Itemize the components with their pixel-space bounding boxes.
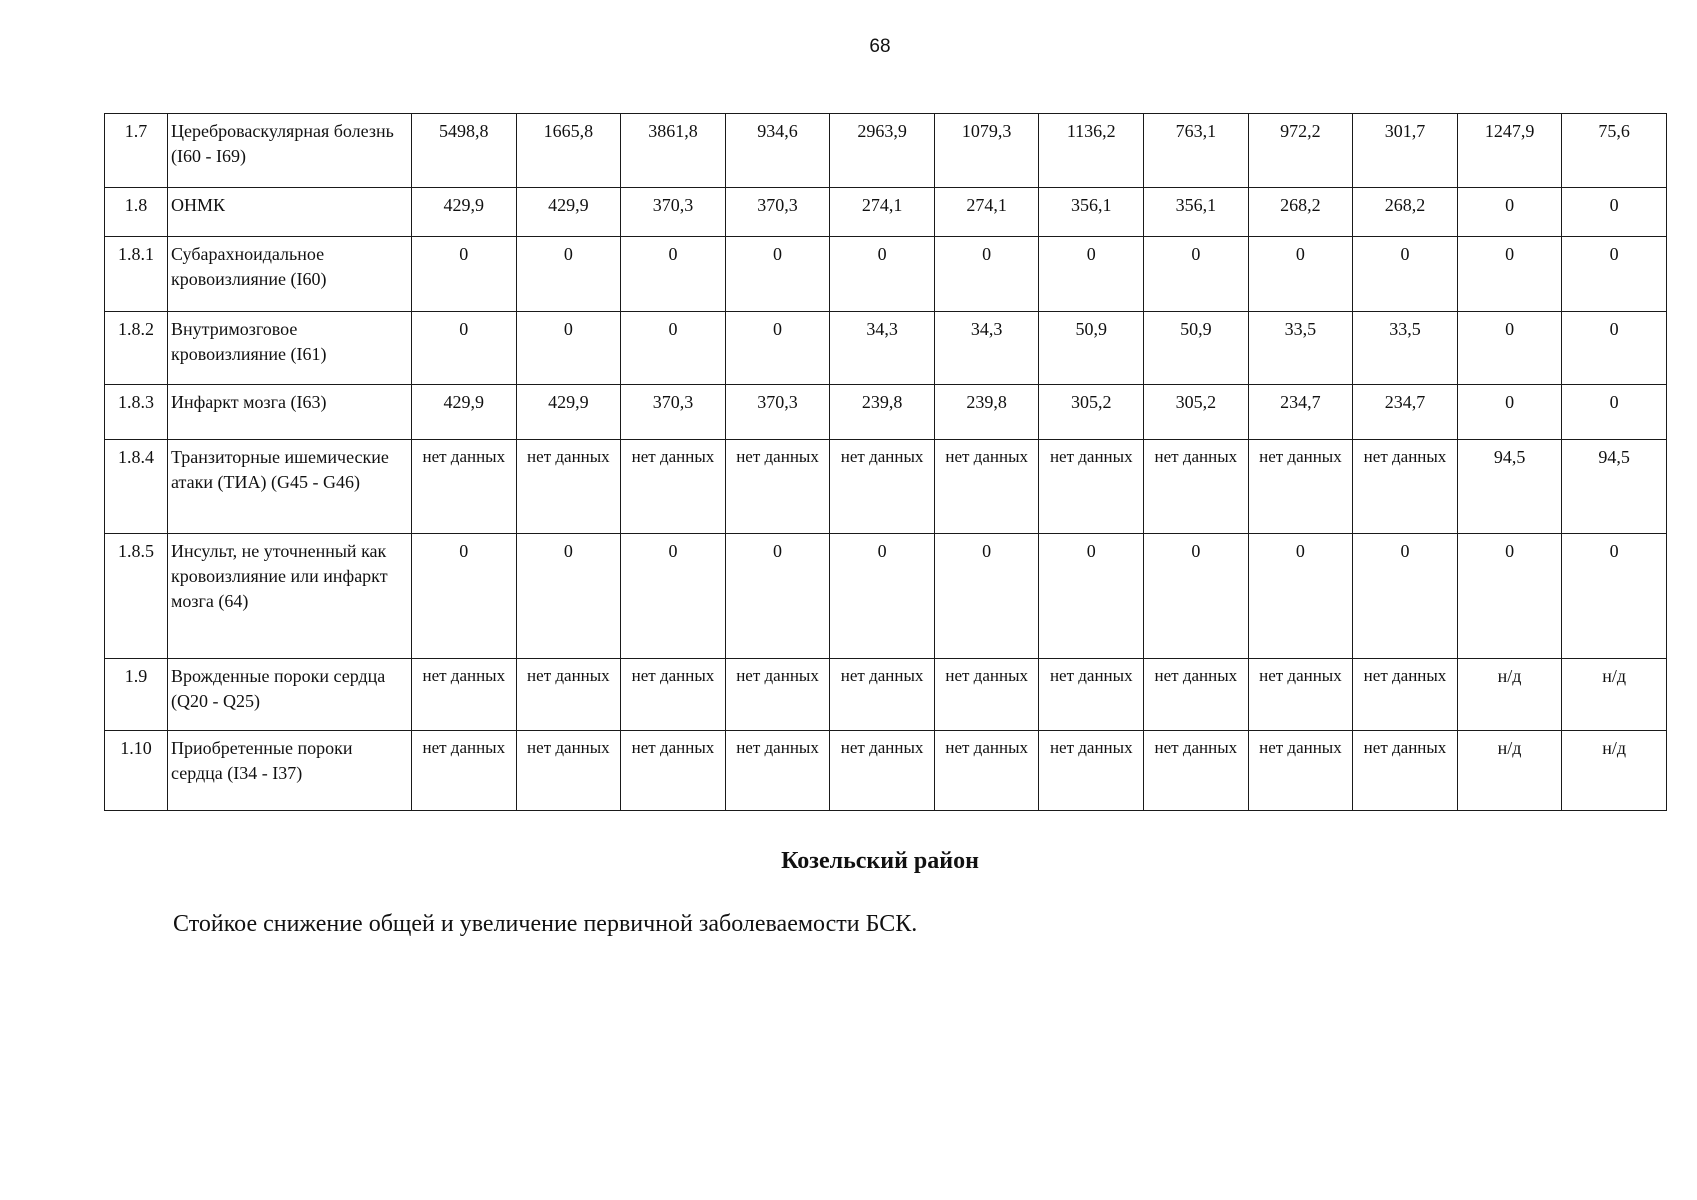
value-cell: нет данных xyxy=(830,440,935,534)
value-cell: н/д xyxy=(1457,731,1562,811)
value-cell: 0 xyxy=(1457,237,1562,312)
row-number: 1.10 xyxy=(105,731,168,811)
value-cell: 0 xyxy=(1144,237,1249,312)
table-row xyxy=(105,731,1667,811)
value-cell: 0 xyxy=(412,534,517,659)
value-cell: нет данных xyxy=(412,440,517,534)
value-cell: нет данных xyxy=(934,731,1039,811)
value-cell: 0 xyxy=(516,312,621,385)
value-cell: 234,7 xyxy=(1353,385,1458,440)
value-cell: нет данных xyxy=(830,659,935,731)
value-cell: 0 xyxy=(1457,188,1562,237)
value-cell: нет данных xyxy=(1144,440,1249,534)
value-cell: нет данных xyxy=(1353,440,1458,534)
value-cell: 0 xyxy=(1248,237,1353,312)
value-cell: нет данных xyxy=(1144,659,1249,731)
value-cell: нет данных xyxy=(621,659,726,731)
value-cell: 1136,2 xyxy=(1039,114,1144,188)
value-cell: 370,3 xyxy=(725,188,830,237)
value-cell: 34,3 xyxy=(830,312,935,385)
value-cell: 0 xyxy=(934,237,1039,312)
value-cell: 0 xyxy=(1562,188,1667,237)
value-cell: 0 xyxy=(516,534,621,659)
value-cell: 0 xyxy=(621,534,726,659)
table-body xyxy=(105,114,1667,811)
value-cell: 0 xyxy=(725,237,830,312)
value-cell: 268,2 xyxy=(1353,188,1458,237)
value-cell: 305,2 xyxy=(1144,385,1249,440)
value-cell: нет данных xyxy=(412,659,517,731)
value-cell: 0 xyxy=(1562,312,1667,385)
value-cell: 0 xyxy=(1144,534,1249,659)
row-number: 1.9 xyxy=(105,659,168,731)
row-name: Внутримозговое кровоизлияние (I61) xyxy=(168,312,412,385)
row-number: 1.8.1 xyxy=(105,237,168,312)
table-row xyxy=(105,440,1667,534)
value-cell: 268,2 xyxy=(1248,188,1353,237)
value-cell: 0 xyxy=(516,237,621,312)
value-cell: 34,3 xyxy=(934,312,1039,385)
table-row xyxy=(105,237,1667,312)
value-cell: нет данных xyxy=(1353,659,1458,731)
value-cell: н/д xyxy=(1562,731,1667,811)
value-cell: 0 xyxy=(1353,237,1458,312)
value-cell: 5498,8 xyxy=(412,114,517,188)
value-cell: нет данных xyxy=(412,731,517,811)
value-cell: нет данных xyxy=(516,731,621,811)
value-cell: 429,9 xyxy=(412,188,517,237)
value-cell: нет данных xyxy=(1039,731,1144,811)
value-cell: 0 xyxy=(621,237,726,312)
statistics-table xyxy=(104,113,1667,811)
value-cell: 370,3 xyxy=(621,385,726,440)
value-cell: 50,9 xyxy=(1039,312,1144,385)
value-cell: 0 xyxy=(830,534,935,659)
value-cell: 239,8 xyxy=(934,385,1039,440)
value-cell: 0 xyxy=(1353,534,1458,659)
value-cell: 370,3 xyxy=(725,385,830,440)
value-cell: 934,6 xyxy=(725,114,830,188)
value-cell: 3861,8 xyxy=(621,114,726,188)
row-name: ОНМК xyxy=(168,188,412,237)
value-cell: 305,2 xyxy=(1039,385,1144,440)
value-cell: нет данных xyxy=(621,731,726,811)
value-cell: 274,1 xyxy=(934,188,1039,237)
value-cell: 0 xyxy=(725,312,830,385)
value-cell: 1665,8 xyxy=(516,114,621,188)
value-cell: 0 xyxy=(1248,534,1353,659)
value-cell: 0 xyxy=(1039,237,1144,312)
value-cell: 33,5 xyxy=(1248,312,1353,385)
row-number: 1.8.5 xyxy=(105,534,168,659)
row-name: Приобретенные пороки сердца (I34 - I37) xyxy=(168,731,412,811)
table-row xyxy=(105,534,1667,659)
value-cell: 0 xyxy=(1562,385,1667,440)
row-number: 1.8.3 xyxy=(105,385,168,440)
row-number: 1.8 xyxy=(105,188,168,237)
value-cell: нет данных xyxy=(934,440,1039,534)
value-cell: нет данных xyxy=(725,440,830,534)
value-cell: 356,1 xyxy=(1039,188,1144,237)
value-cell: нет данных xyxy=(1353,731,1458,811)
value-cell: 1247,9 xyxy=(1457,114,1562,188)
value-cell: 301,7 xyxy=(1353,114,1458,188)
row-name: Транзиторные ишемические атаки (ТИА) (G45 - G46) xyxy=(168,440,412,534)
table-row xyxy=(105,385,1667,440)
row-name: Субарахноидальное кровоизлияние (I60) xyxy=(168,237,412,312)
section-heading: Козельский район xyxy=(781,848,979,874)
value-cell: 0 xyxy=(1457,385,1562,440)
value-cell: 0 xyxy=(1457,534,1562,659)
value-cell: 75,6 xyxy=(1562,114,1667,188)
value-cell: 50,9 xyxy=(1144,312,1249,385)
table-row xyxy=(105,659,1667,731)
value-cell: 0 xyxy=(1562,237,1667,312)
value-cell: 429,9 xyxy=(412,385,517,440)
value-cell: 1079,3 xyxy=(934,114,1039,188)
row-name: Инсульт, не уточненный как кровоизлияние или инфаркт мозга (64) xyxy=(168,534,412,659)
value-cell: 94,5 xyxy=(1457,440,1562,534)
value-cell: 234,7 xyxy=(1248,385,1353,440)
table-row xyxy=(105,312,1667,385)
value-cell: 0 xyxy=(1562,534,1667,659)
value-cell: 2963,9 xyxy=(830,114,935,188)
value-cell: нет данных xyxy=(725,659,830,731)
value-cell: нет данных xyxy=(830,731,935,811)
value-cell: н/д xyxy=(1562,659,1667,731)
value-cell: 0 xyxy=(412,312,517,385)
value-cell: нет данных xyxy=(934,659,1039,731)
value-cell: 0 xyxy=(934,534,1039,659)
row-number: 1.8.4 xyxy=(105,440,168,534)
value-cell: 33,5 xyxy=(1353,312,1458,385)
value-cell: 0 xyxy=(830,237,935,312)
value-cell: 0 xyxy=(1039,534,1144,659)
value-cell: нет данных xyxy=(1144,731,1249,811)
value-cell: 429,9 xyxy=(516,188,621,237)
value-cell: нет данных xyxy=(1248,440,1353,534)
value-cell: 0 xyxy=(621,312,726,385)
value-cell: 239,8 xyxy=(830,385,935,440)
table-row xyxy=(105,114,1667,188)
value-cell: нет данных xyxy=(1039,659,1144,731)
row-name: Врожденные пороки сердца (Q20 - Q25) xyxy=(168,659,412,731)
row-name: Инфаркт мозга (I63) xyxy=(168,385,412,440)
value-cell: нет данных xyxy=(1248,659,1353,731)
value-cell: 0 xyxy=(412,237,517,312)
value-cell: 429,9 xyxy=(516,385,621,440)
row-name: Цереброваскулярная болезнь (I60 - I69) xyxy=(168,114,412,188)
row-number: 1.7 xyxy=(105,114,168,188)
value-cell: 972,2 xyxy=(1248,114,1353,188)
value-cell: 356,1 xyxy=(1144,188,1249,237)
value-cell: 370,3 xyxy=(621,188,726,237)
value-cell: нет данных xyxy=(621,440,726,534)
value-cell: нет данных xyxy=(516,440,621,534)
table-row xyxy=(105,188,1667,237)
value-cell: 763,1 xyxy=(1144,114,1249,188)
value-cell: 94,5 xyxy=(1562,440,1667,534)
value-cell: 0 xyxy=(1457,312,1562,385)
value-cell: н/д xyxy=(1457,659,1562,731)
value-cell: нет данных xyxy=(1039,440,1144,534)
page-number: 68 xyxy=(869,36,891,57)
body-paragraph: Стойкое снижение общей и увеличение первичной заболеваемости БСК. xyxy=(173,911,918,937)
value-cell: нет данных xyxy=(516,659,621,731)
row-number: 1.8.2 xyxy=(105,312,168,385)
value-cell: нет данных xyxy=(725,731,830,811)
value-cell: 274,1 xyxy=(830,188,935,237)
value-cell: 0 xyxy=(725,534,830,659)
value-cell: нет данных xyxy=(1248,731,1353,811)
